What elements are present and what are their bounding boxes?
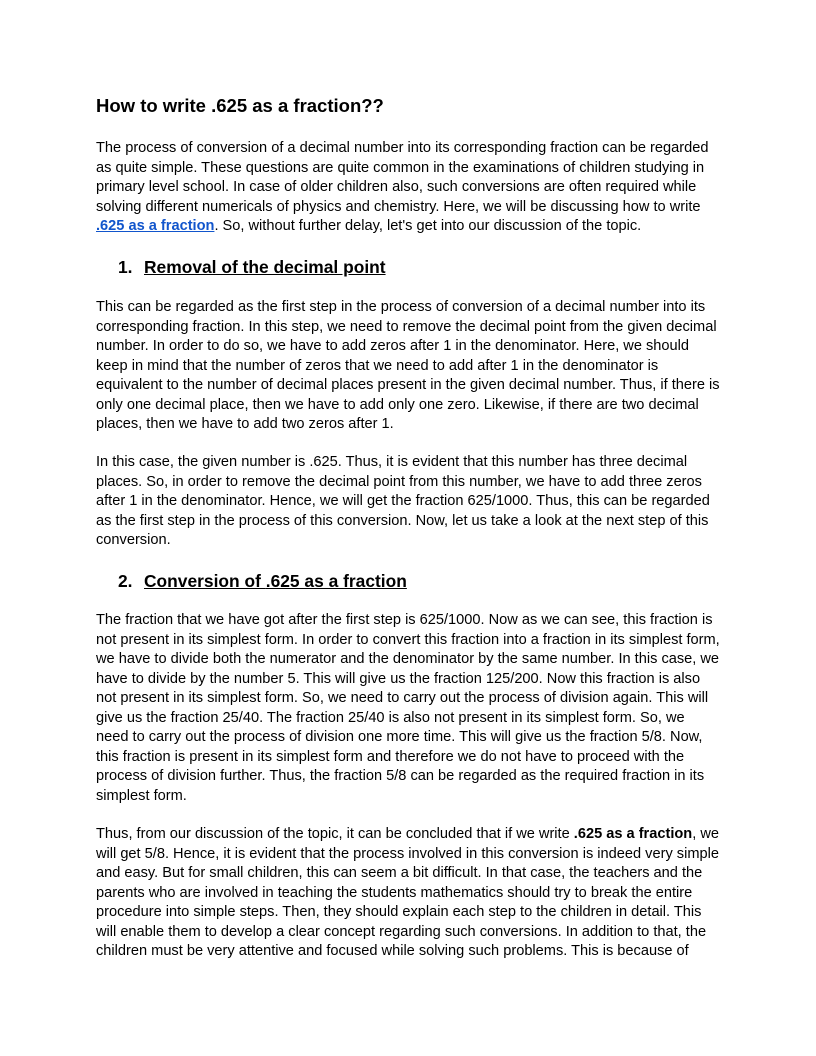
section-1-paragraph-2: In this case, the given number is .625. Thus, it is evident that this number has three decimal places. So, in order to remove the decimal point from this number, we have to add three zeros after 1 in the denominator. Hence, we will get the fraction 625/1000. Thus, this can be regarded as the first step in the process of this conversion. Now, let us take a look at the next step of this conversion. [96, 454, 710, 548]
intro-paragraph [96, 139, 720, 237]
conclusion-bold-phrase: .625 as a fraction [573, 826, 693, 842]
conclusion-text-after: , we will get 5/8. Hence, it is evident that the process involved in this conversion is indeed very simple and easy. But for small children, this can seem a bit difficult. In that case, the teachers and the parents who are involved in teaching the students mathematics should try to break the entire procedure into simple steps. Then, they should explain each step to the children in detail. This will enable them to develop a clear concept regarding such conversions. In addition to that, the children must be very attentive and focused while solving such problems. This is because of [96, 826, 719, 959]
section-2-heading-bold: .625 as a fraction [265, 571, 407, 591]
section-1-number: 1. [118, 257, 133, 277]
section-2-heading [118, 570, 407, 592]
conclusion-text-before: Thus, from our discussion of the topic, it can be concluded that if we write [96, 826, 574, 842]
section-2-paragraph-1: The fraction that we have got after the first step is 625/1000. Now as we can see, this fraction is not present in its simplest form. In order to convert this fraction into a fraction in its simplest form, we have to divide both the numerator and the denominator by the same number. In this case, we have to divide by the number 5. This will give us the fraction 125/200. Now this fraction is also not present in its simplest form. So, we need to carry out the process of division again. This will give us the fraction 25/40. The fraction 25/40 is also not present in its simplest form. So, we need to carry out the process of division one more time. This will give us the fraction 5/8. Now, this fraction is present in its simplest form and therefore we do not have to proceed with the process of division further. Thus, the fraction 5/8 can be regarded as the required fraction in its simplest form. [96, 612, 720, 804]
intro-text-before: The process of conversion of a decimal number into its corresponding fraction can be regarded as quite simple. These questions are quite common in the examinations of children studying in primary level school. In case of older children also, such conversions are often required while solving different numericals of physics and chemistry. Here, we will be discussing how to write [96, 140, 709, 215]
section-2-paragraph-2 [96, 825, 720, 962]
intro-text-after: . So, without further delay, let's get into our discussion of the topic. [214, 218, 642, 234]
section-2-heading-plain: Conversion of [144, 571, 266, 591]
fraction-link[interactable]: .625 as a fraction [96, 218, 215, 234]
section-1-heading [118, 256, 386, 278]
section-1-paragraph-1: This can be regarded as the first step in the process of conversion of a decimal number into its corresponding fraction. In this step, we need to remove the decimal point from the given decimal number. In order to do so, we have to add zeros after 1 in the denominator. Here, we should keep in mind that the number of zeros that we need to add after 1 in the denominator is equivalent to the number of decimal places present in the given decimal number. Thus, if there is only one decimal place, then we have to add only one zero. Likewise, if there are two decimal places, then we have to add two zeros after 1. [96, 299, 720, 432]
page-title: How to write .625 as a fraction?? [96, 95, 384, 116]
section-2-number: 2. [118, 571, 133, 591]
section-1-heading-text: Removal of the decimal point [144, 257, 386, 277]
section-2-heading-text [144, 571, 407, 591]
